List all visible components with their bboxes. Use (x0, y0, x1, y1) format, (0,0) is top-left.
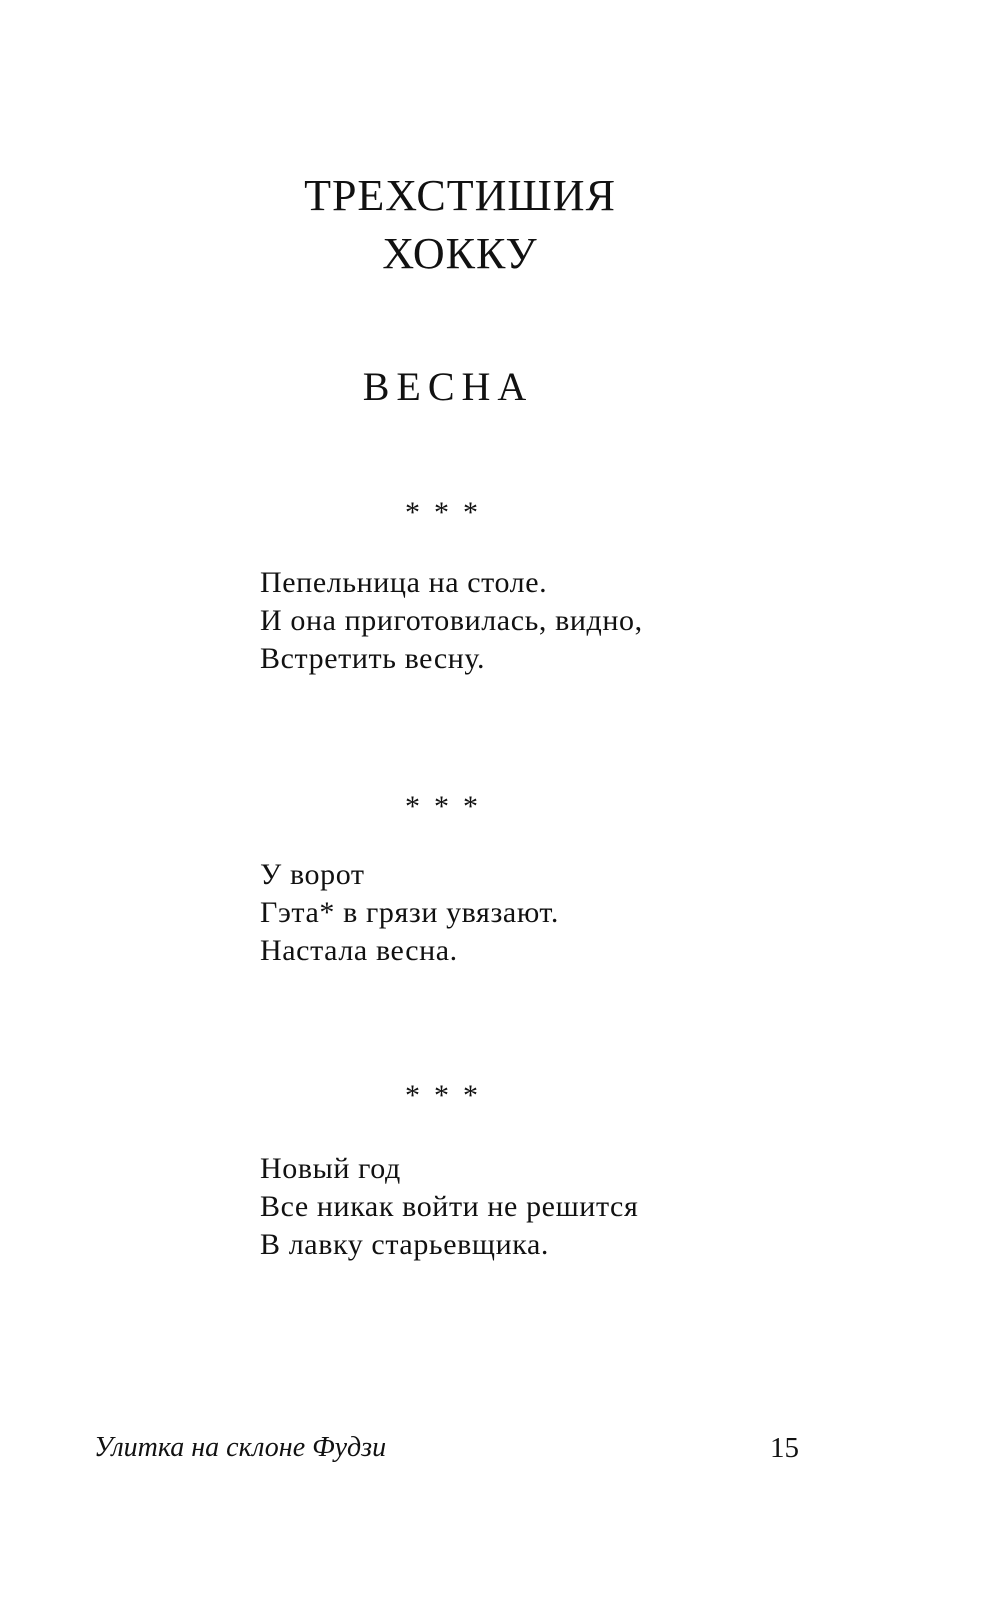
chapter-title-line-1: ТРЕХСТИШИЯ (304, 171, 616, 220)
poem-separator: *** (405, 496, 492, 529)
poem-line: Все никак войти не решится (260, 1190, 639, 1223)
running-footer-book-title: Улитка на склоне Фудзи (94, 1432, 387, 1463)
poem-line: Новый год (260, 1152, 401, 1185)
poem-separator: *** (405, 1079, 492, 1112)
section-heading: ВЕСНА (362, 364, 534, 409)
poem-2 (260, 856, 559, 970)
poem-line: В лавку старьевщика. (260, 1228, 549, 1261)
page-number: 15 (770, 1432, 799, 1464)
poem-line: Настала весна. (260, 934, 458, 967)
chapter-title-line-2: ХОККУ (382, 229, 538, 278)
poem-line: У ворот (260, 858, 365, 891)
poem-3 (260, 1150, 638, 1264)
poem-line: Пепельница на столе. (260, 566, 548, 599)
poem-line: Встретить весну. (260, 642, 486, 675)
poem-line: Гэта* в грязи увязают. (260, 896, 559, 929)
poem-separator: *** (405, 790, 492, 823)
poem-1 (260, 564, 643, 678)
poem-line: И она приготовилась, видно, (260, 604, 643, 637)
